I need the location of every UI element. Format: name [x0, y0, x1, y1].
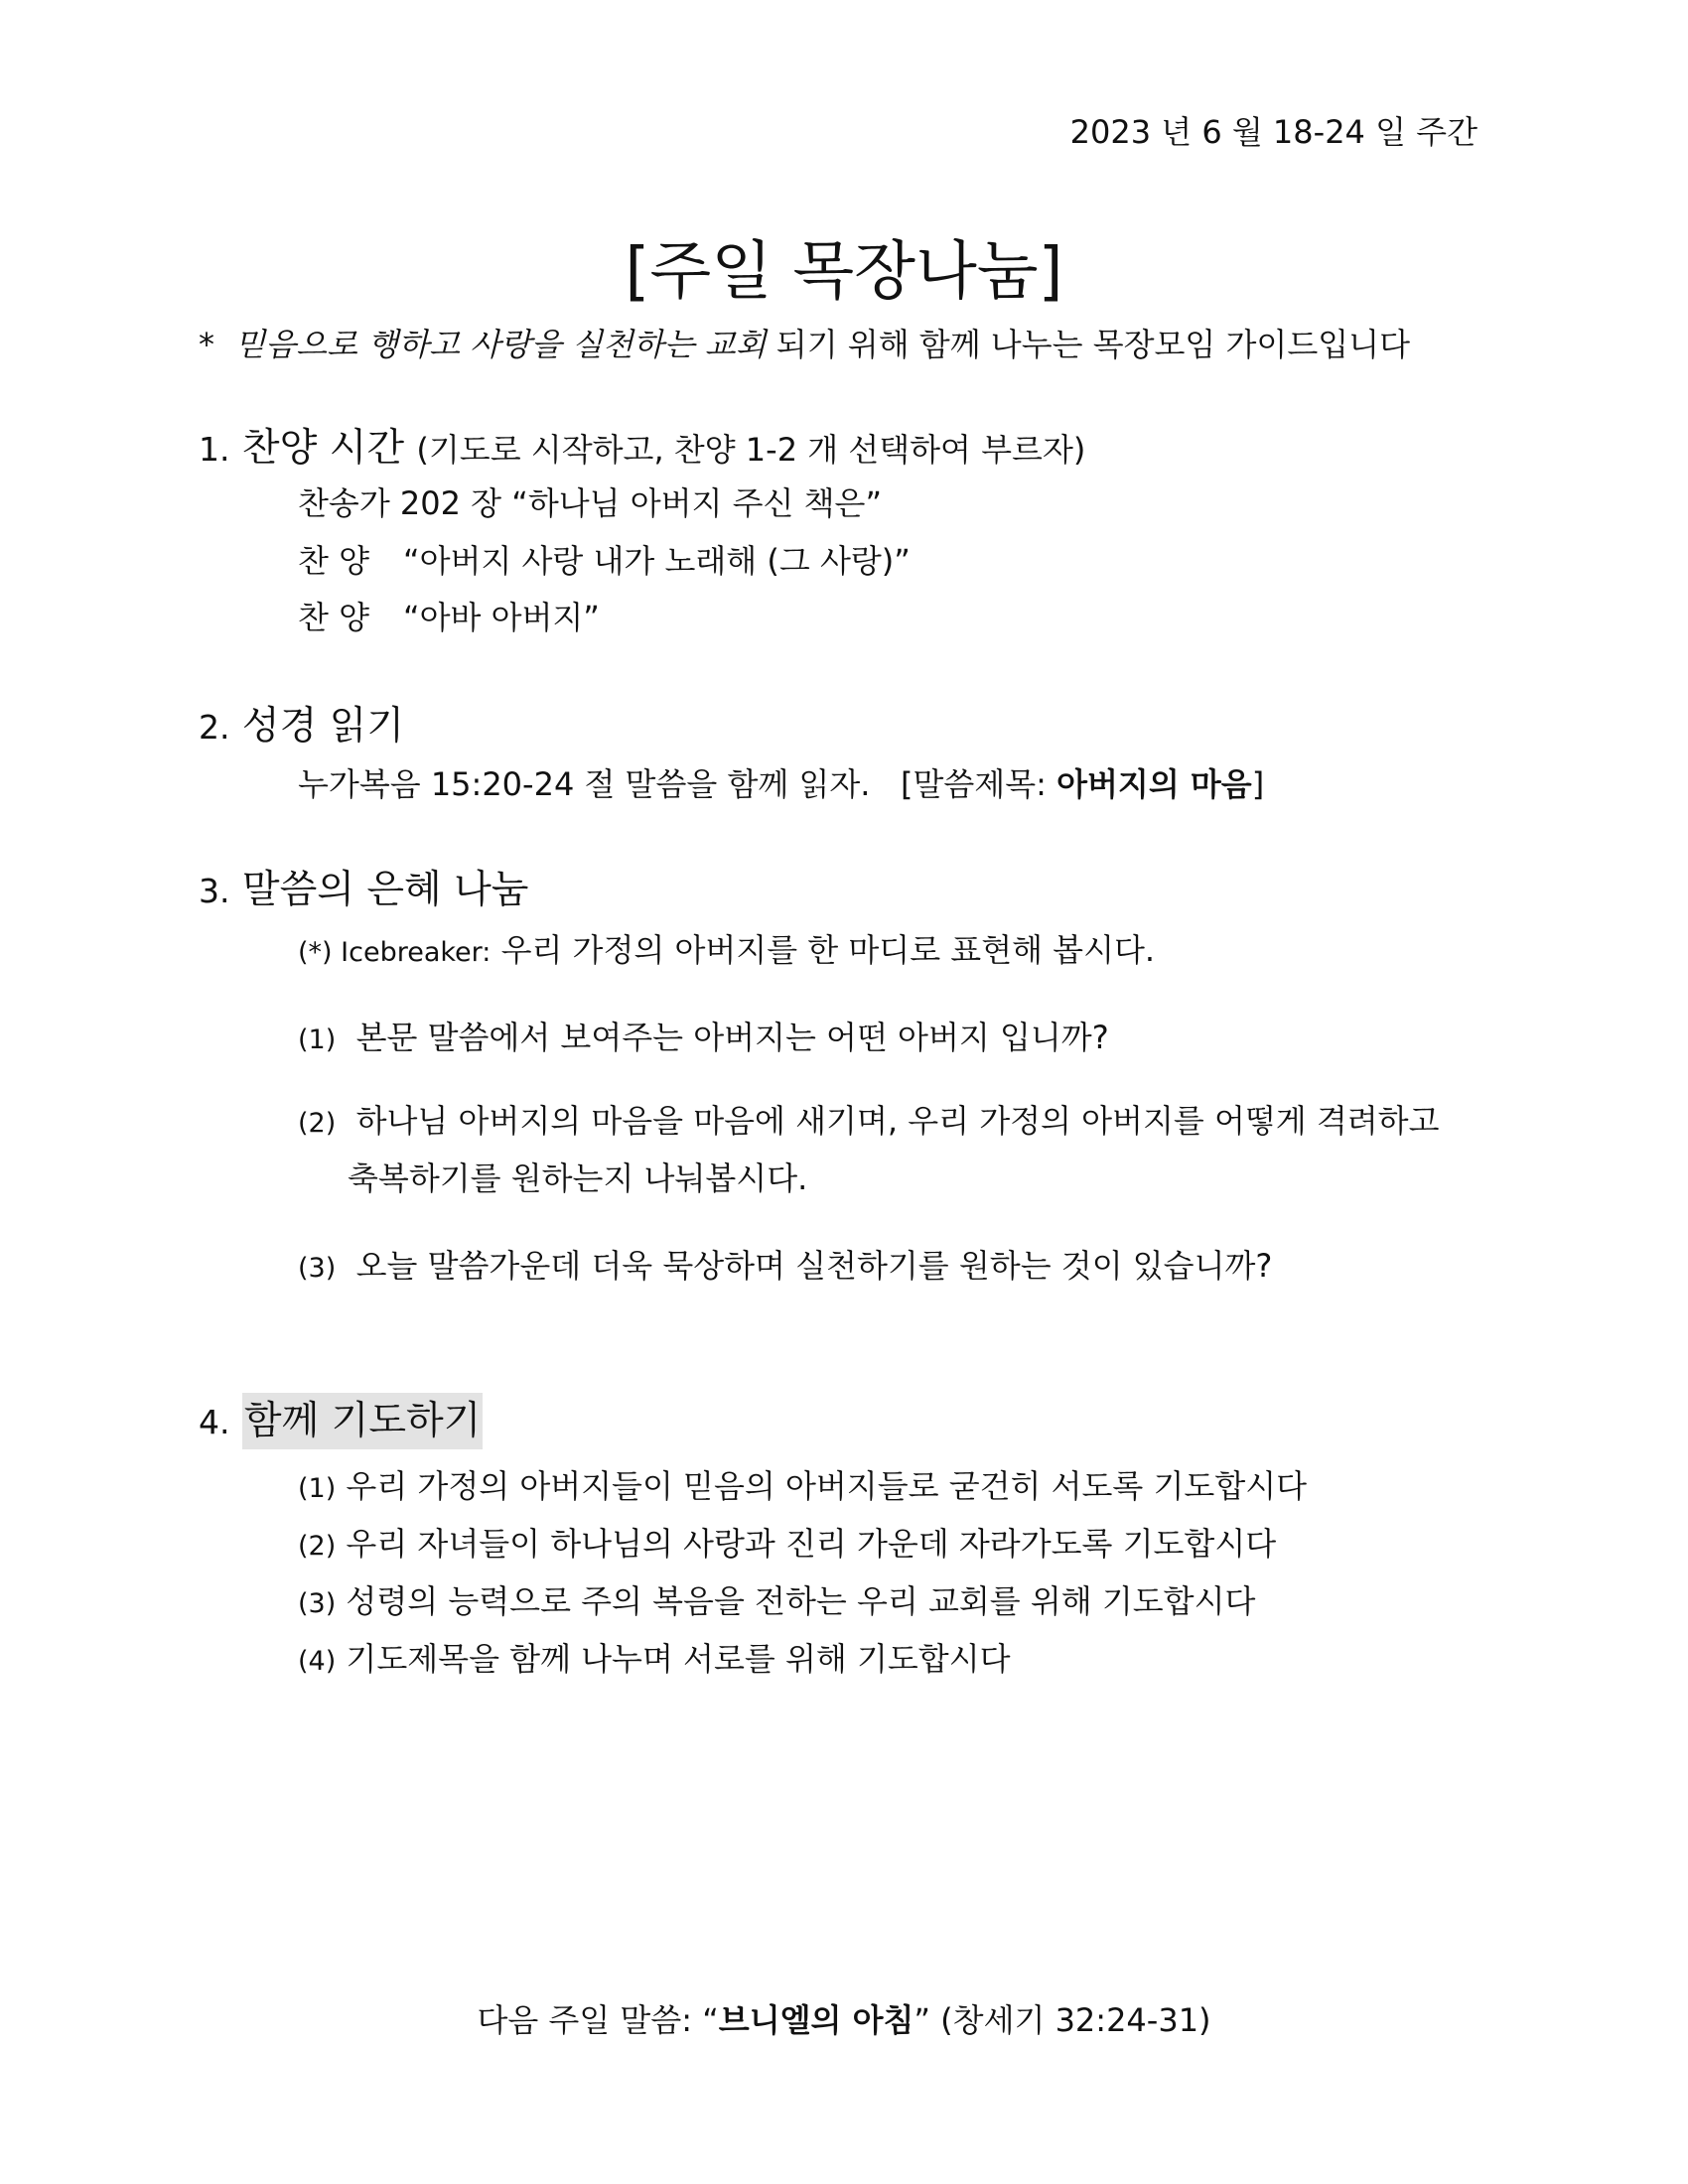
section-title: 찬양 시간	[241, 426, 404, 471]
page-title: [주일 목장나눔]	[625, 235, 1063, 309]
question-text: 본문 말씀에서 보여주는 아버지는 어떤 아버지 입니까?	[355, 1019, 1109, 1056]
question-continuation: 축복하기를 원하는지 나눠봅시다.	[348, 1160, 808, 1197]
question-number: (3)	[298, 1253, 337, 1284]
section-number: 2.	[199, 708, 230, 747]
section-3-heading	[199, 859, 528, 914]
prayer-text: 성령의 능력으로 주의 복음을 전하는 우리 교회를 위해 기도합시다	[346, 1582, 1256, 1620]
question-text: 오늘 말씀가운데 더욱 묵상하며 실천하기를 원하는 것이 있습니까?	[355, 1247, 1273, 1285]
tagline-rest: 되기 위해 함께 나누는 목장모임 가이드입니다	[775, 326, 1410, 363]
prayer-item	[298, 1634, 1011, 1680]
prayer-item	[298, 1461, 1307, 1507]
section-title: 함께 기도하기	[242, 1393, 483, 1449]
question-number: (2)	[298, 1108, 337, 1139]
song-title: “아바 아버지”	[403, 599, 600, 636]
scripture-reading	[298, 759, 1264, 805]
icebreaker-label: (*) Icebreaker:	[298, 937, 492, 968]
section-title: 성경 읽기	[241, 704, 404, 749]
next-week-suffix: ” (창세기 32:24-31)	[914, 2001, 1211, 2039]
tagline-emphasis: 믿음으로 행하고 사랑을 실천하는 교회	[234, 326, 767, 363]
prayer-number: (3)	[298, 1588, 337, 1619]
hymn-title: “하나님 아버지 주신 책은”	[511, 484, 883, 522]
prayer-text: 우리 자녀들이 하나님의 사랑과 진리 가운데 자라가도록 기도합시다	[346, 1525, 1277, 1563]
prayer-number: (4)	[298, 1646, 337, 1677]
next-week-title: 브니엘의 아침	[718, 2001, 914, 2039]
section-title: 말씀의 은혜 나눔	[241, 868, 529, 912]
prayer-number: (1)	[298, 1473, 337, 1504]
section-2-heading	[199, 695, 404, 751]
sermon-prefix: [말씀제목:	[900, 765, 1047, 803]
song-label: 찬 양	[298, 542, 369, 580]
question-item	[298, 1013, 1109, 1058]
section-1-heading	[199, 417, 1085, 473]
next-week-prefix: 다음 주일 말씀: “	[477, 2001, 719, 2039]
question-item	[298, 1096, 1440, 1142]
prayer-number: (2)	[298, 1531, 337, 1562]
section-number: 1.	[199, 430, 230, 469]
tagline	[199, 320, 1410, 365]
song-title: “아버지 사랑 내가 노래해 (그 사랑)”	[403, 542, 911, 580]
section-4-heading	[199, 1390, 483, 1445]
prayer-text: 기도제목을 함께 나누며 서로를 위해 기도합시다	[346, 1640, 1011, 1678]
tagline-star: *	[199, 326, 214, 363]
question-item	[298, 1241, 1272, 1287]
hymn-label: 찬송가 202 장	[298, 484, 502, 522]
song-line	[298, 593, 600, 638]
prayer-text: 우리 가정의 아버지들이 믿음의 아버지들로 굳건히 서도록 기도합시다	[346, 1467, 1308, 1505]
hymn-line	[298, 478, 882, 524]
document-date: 2023 년 6 월 18-24 일 주간	[1069, 113, 1477, 151]
question-number: (1)	[298, 1024, 337, 1055]
prayer-item	[298, 1519, 1276, 1565]
prayer-item	[298, 1576, 1255, 1622]
sermon-suffix: ]	[1251, 765, 1265, 803]
section-number: 3.	[199, 872, 230, 910]
next-week-sermon	[0, 1995, 1688, 2041]
sermon-title: 아버지의 마음	[1056, 765, 1252, 803]
section-number: 4.	[199, 1403, 230, 1441]
song-label: 찬 양	[298, 599, 369, 636]
reading-text: 누가복음 15:20-24 절 말씀을 함께 읽자.	[298, 765, 871, 803]
question-text: 하나님 아버지의 마음을 마음에 새기며, 우리 가정의 아버지를 어떻게 격려하고	[355, 1102, 1440, 1140]
icebreaker	[298, 925, 1155, 971]
song-line	[298, 536, 911, 582]
section-note: (기도로 시작하고, 찬양 1-2 개 선택하여 부르자)	[416, 431, 1086, 469]
icebreaker-text: 우리 가정의 아버지를 한 마디로 표현해 봅시다.	[500, 931, 1156, 969]
